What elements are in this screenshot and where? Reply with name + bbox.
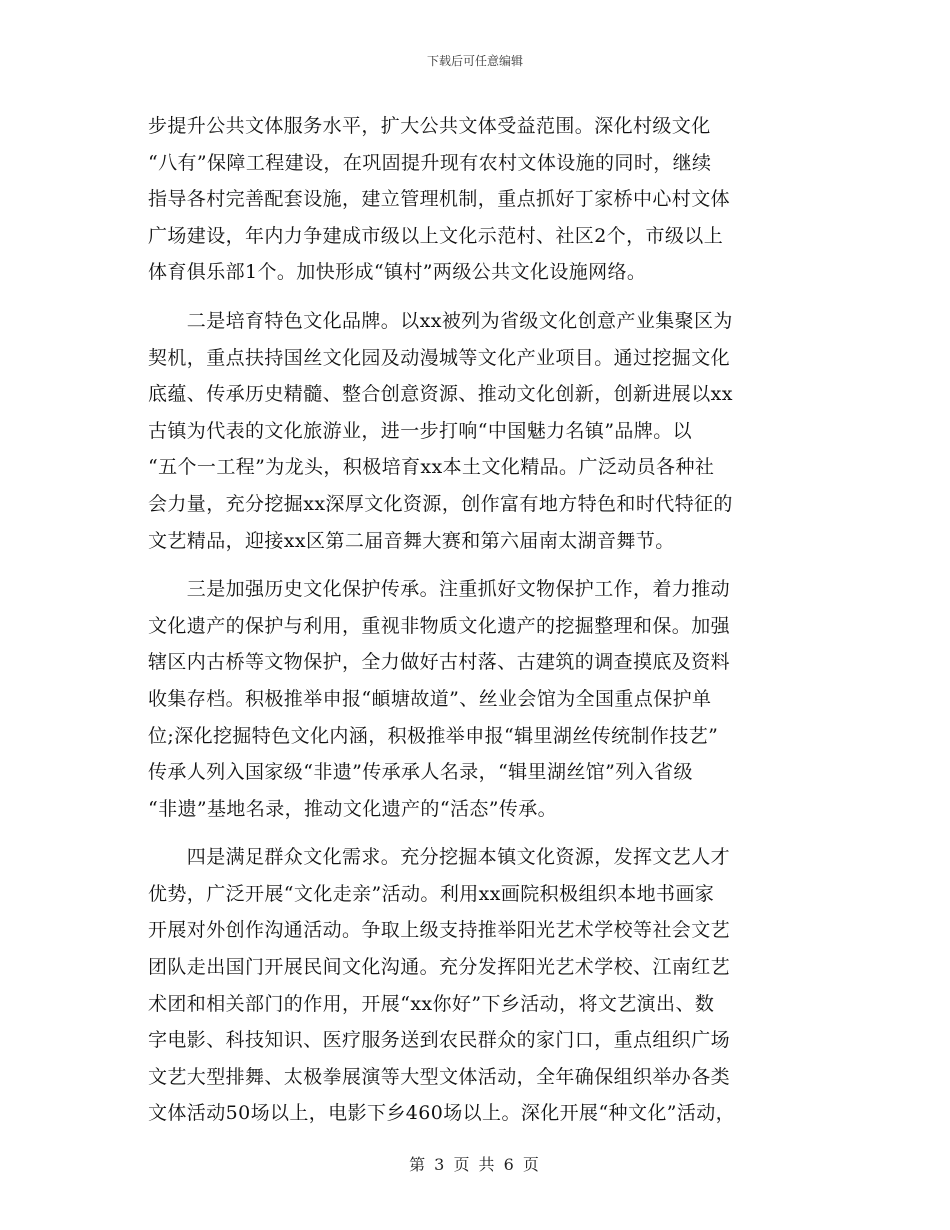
text-line: 传承人列入国家级“非遗”传承承人名录，“辑里湖丝馆”列入省级 bbox=[148, 761, 693, 784]
document-body bbox=[148, 108, 812, 1132]
text-line: 会力量，充分挖掘xx深厚文化资源，创作富有地方特色和时代特征的 bbox=[148, 492, 733, 515]
text-line: 四是满足群众文化需求。充分挖掘本镇文化资源，发挥文艺人才 bbox=[148, 846, 731, 869]
page-number: 第 3 页 共 6 页 bbox=[409, 1155, 541, 1174]
text-line: 广场建设，年内力争建成市级以上文化示范村、社区2个，市级以上 bbox=[148, 224, 724, 247]
text-line: 团队走出国门开展民间文化沟通。充分发挥阳光艺术学校、江南红艺 bbox=[148, 956, 731, 979]
text-line: 辖区内古桥等文物保护，全力做好古村落、古建筑的调查摸底及资料 bbox=[148, 651, 731, 674]
text-line: 开展对外创作沟通活动。争取上级支持推举阳光艺术学校等社会文艺 bbox=[148, 919, 731, 942]
text-line: “八有”保障工程建设，在巩固提升现有农村文体设施的同时，继续 bbox=[148, 151, 712, 174]
text-line: 优势，广泛开展“文化走亲”活动。利用xx画院积极组织本地书画家 bbox=[148, 882, 715, 905]
text-line: 术团和相关部门的作用，开展“xx你好”下乡活动，将文艺演出、数 bbox=[148, 992, 715, 1015]
text-line: 收集存档。积极推举申报“頔塘故道”、丝业会馆为全国重点保护单 bbox=[148, 687, 712, 710]
text-line: 字电影、科技知识、医疗服务送到农民群众的家门口，重点组织广场 bbox=[148, 1029, 731, 1052]
text-line: 文化遗产的保护与利用，重视非物质文化遗产的挖掘整理和保。加强 bbox=[148, 614, 731, 637]
text-line: 位;深化挖掘特色文化内涵，积极推举申报“辑里湖丝传统制作技艺” bbox=[148, 724, 719, 747]
text-line: 文体活动50场以上，电影下乡460场以上。深化开展“种文化”活动， bbox=[148, 1102, 736, 1125]
text-line: 底蕴、传承历史精髓、整合创意资源、推动文化创新，创新进展以xx bbox=[148, 383, 733, 406]
text-line: 二是培育特色文化品牌。以xx被列为省级文化创意产业集聚区为 bbox=[148, 309, 733, 332]
text-line: 古镇为代表的文化旅游业，进一步打响“中国魅力名镇”品牌。以 bbox=[148, 419, 693, 442]
page-header-note: 下载后可任意编辑 bbox=[426, 54, 523, 68]
text-line: 步提升公共文体服务水平，扩大公共文体受益范围。深化村级文化 bbox=[148, 115, 711, 137]
text-line: 文艺精品，迎接xx区第二届音舞大赛和第六届南太湖音舞节。 bbox=[148, 529, 675, 552]
text-line: 三是加强历史文化保护传承。注重抓好文物保护工作，着力推动 bbox=[148, 578, 731, 601]
text-line: “非遗”基地名录，推动文化遗产的“活态”传承。 bbox=[148, 797, 558, 820]
text-line: “五个一工程”为龙头，积极培育xx本土文化精品。广泛动员各种社 bbox=[148, 456, 715, 479]
text-line: 指导各村完善配套设施，建立管理机制，重点抓好丁家桥中心村文体 bbox=[148, 188, 731, 211]
text-line: 契机，重点扶持国丝文化园及动漫城等文化产业项目。通过挖掘文化 bbox=[148, 346, 731, 369]
text-line: 体育俱乐部1个。加快形成“镇村”两级公共文化设施网络。 bbox=[148, 261, 647, 284]
text-line: 文艺大型排舞、太极拳展演等大型文体活动，全年确保组织举办各类 bbox=[148, 1065, 731, 1088]
